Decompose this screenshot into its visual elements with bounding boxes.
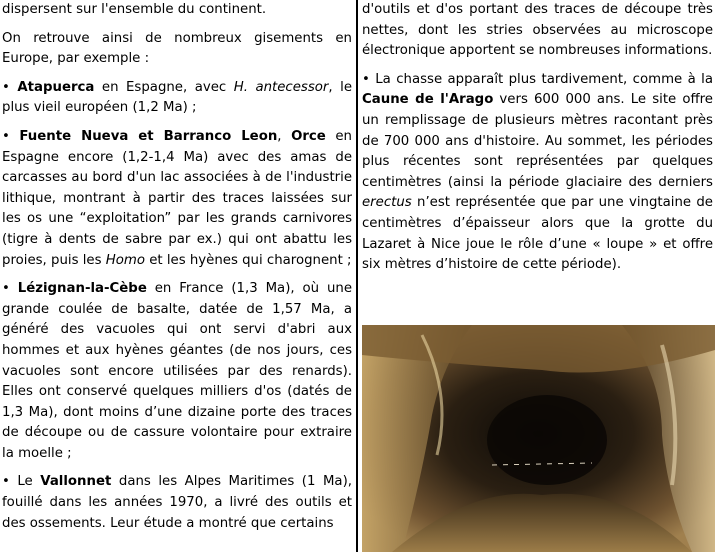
site-name-lezignan: Lézignan-la-Cèbe [17,281,147,297]
genus-homo: Homo [105,252,145,268]
text: La chasse apparaît plus tardivement, comme à la [375,71,713,87]
list-item-atapuerca [2,78,352,119]
left-column [2,0,352,542]
bullet: • [2,128,20,144]
list-item-chasse [362,70,713,276]
text: vers 600 000 ans. Le site offre un remplissage de plusieurs mètres racontant près de 700 000 ans d'histoire. Au sommet, les périodes plus récentes sont représentées par quelques centimètres (ainsi la période glaciaire des derniers [362,92,713,190]
site-name-vallonnet: Vallonnet [40,474,112,490]
site-name-orce: Orce [291,128,326,144]
text: en Espagne encore (1,2-1,4 Ma) avec des amas de carcasses au bord d'un lac associées à de l'industrie lithique, montrant à partir des traces laissées sur les os une “exploitation” par les grands carnivores (tigre à dents de sabre par ex.) qui ont abattu les proies, puis les [2,128,352,268]
text: en Espagne, avec [94,79,234,95]
list-item-vallonnet [2,472,352,534]
species-antecessor: H. antecessor [233,79,329,95]
cave-illustration [362,325,715,552]
list-item-lezignan [2,279,352,464]
list-item-fuente-nueva [2,127,352,271]
text: dans les Alpes Maritimes (1 Ma), fouillé dans les années 1970, a livré des outils et des ossements. Leur étude a montré que certains [2,474,352,531]
bullet: • [2,474,18,490]
bullet: • [2,281,18,297]
text: Le [17,474,41,490]
species-erectus: erectus [362,195,412,211]
site-name-fuente: Fuente Nueva et Barranco Leon [19,128,278,144]
text: n’est représentée que par une vingtaine de centimètres d’épaisseur alors que la grotte du Lazaret à Nice joue le rôle d’une « loupe » et offre six mètres d’histoire de cette période). [362,195,713,273]
text: , le plus vieil européen (1,2 Ma) ; [2,79,352,116]
paragraph-gisements: On retrouve ainsi de nombreux gisements en Europe, par exemple : [2,30,352,67]
site-name-atapuerca: Atapuerca [17,79,95,95]
text: et les hyènes qui charognent ; [145,252,352,268]
site-name-arago: Caune de l'Arago [362,92,494,108]
column-divider [356,0,358,552]
bullet: • [2,79,18,95]
cave-photo [362,325,715,552]
cave-dark-opening [487,395,607,485]
right-column [362,0,713,284]
bullet: • [362,71,376,87]
text: , [277,128,292,144]
paragraph-intro-end: dispersent sur l'ensemble du continent. [2,2,267,17]
paragraph-outils: d'outils et d'os portant des traces de découpe très nettes, dont les stries observées au microscope électronique apportent se nombreuses informations. [362,2,713,59]
text: en France (1,3 Ma), où une grande coulée de basalte, datée de 1,57 Ma, a généré des vacuoles qui ont servi d'abri aux hommes et aux hyènes géantes (de nos jours, ces vacuoles sont encore utilisées par des renards). Elles ont conservé quelques milliers d'os (datés de 1,3 Ma), dont moins d’une dizaine porte des traces de découpe ou de cassure volontaire pour extraire la moelle ; [2,281,352,461]
